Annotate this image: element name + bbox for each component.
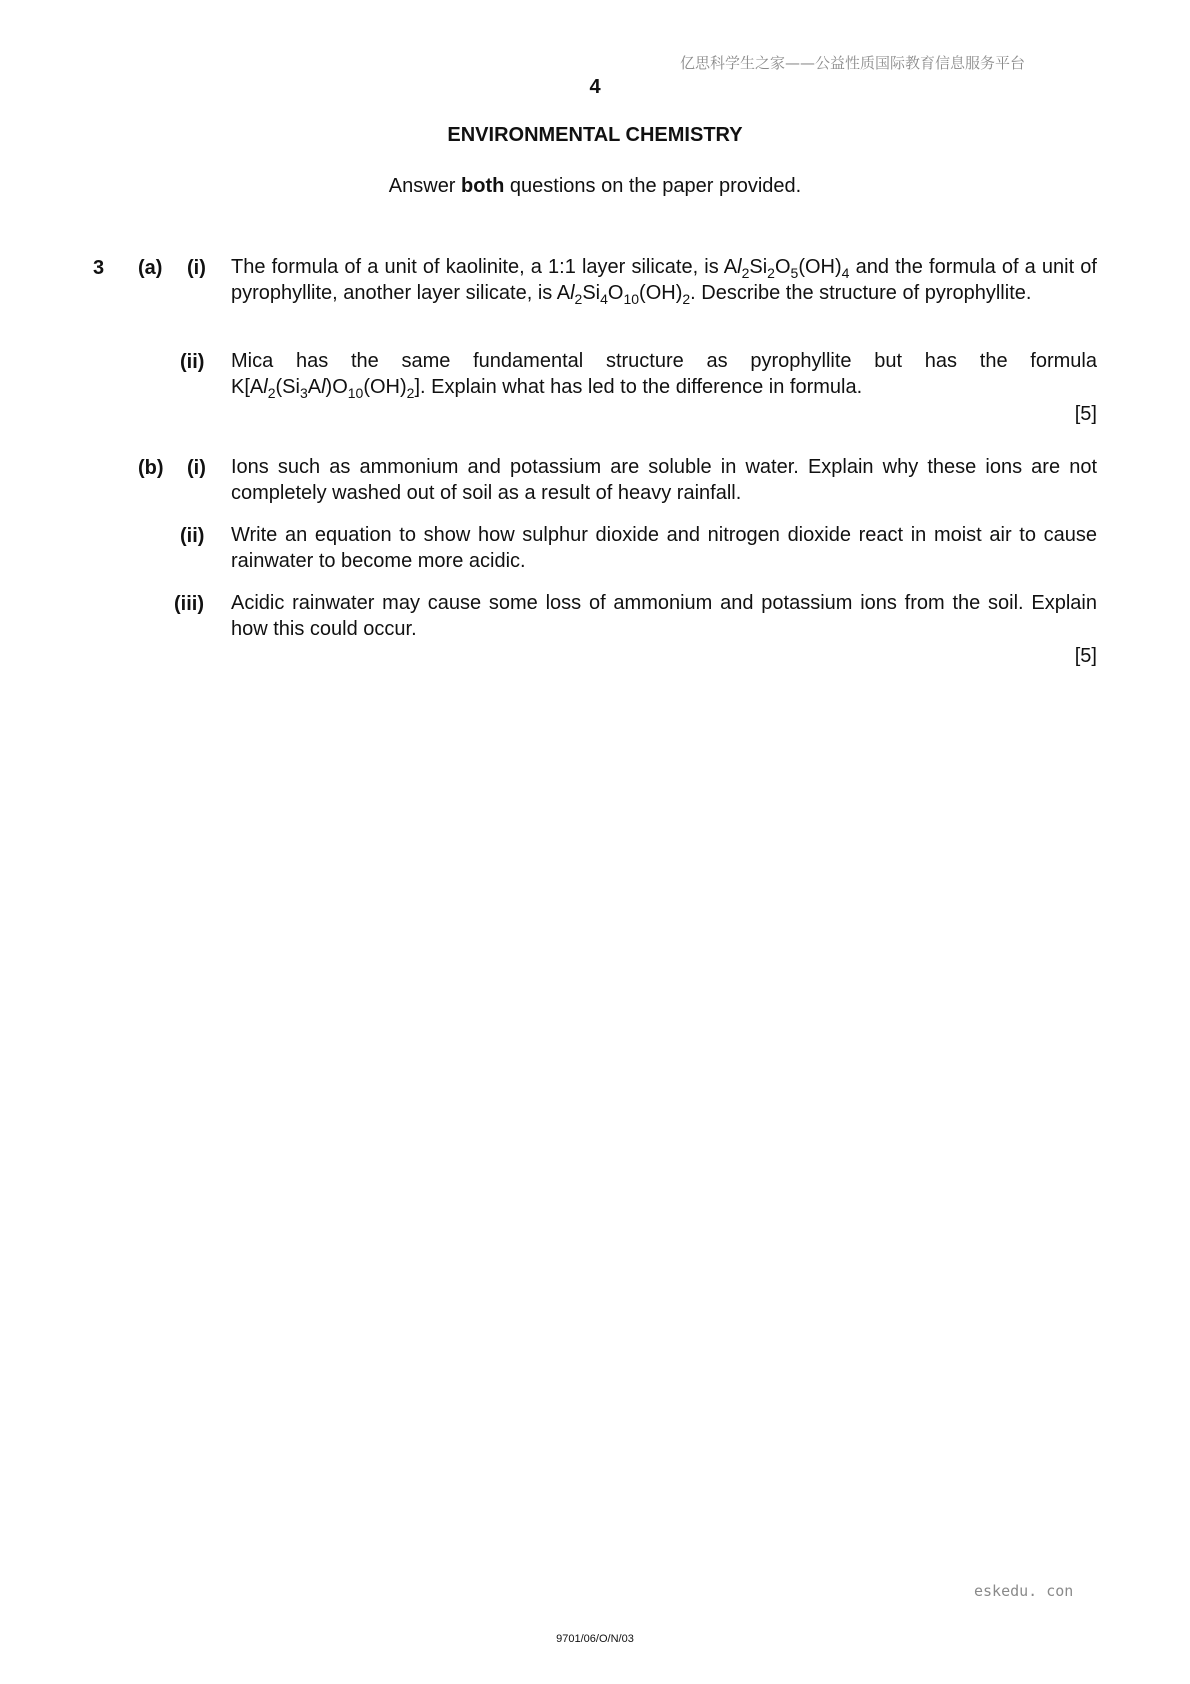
- part-b-ii-label: (ii): [180, 525, 205, 547]
- text-run: (OH): [363, 376, 407, 398]
- text-run: . Describe the structure of pyrophyllite.: [690, 282, 1032, 304]
- text-run: Si: [582, 282, 601, 304]
- subscript: 2: [741, 265, 750, 281]
- subscript: 2: [767, 265, 775, 281]
- subscript: 2: [574, 291, 583, 307]
- subscript: 4: [841, 265, 850, 281]
- part-b-ii-text: Write an equation to show how sulphur dioxide and nitrogen dioxide react in moist air to cause rainwater to become more acidic.: [231, 524, 1097, 572]
- part-b-i-label: (i): [187, 457, 206, 479]
- part-a-label: (a): [138, 257, 163, 279]
- text-run: ]. Explain what has led to the difference in formula.: [414, 376, 863, 398]
- subscript: 2: [682, 291, 691, 307]
- text-run: A: [307, 376, 322, 398]
- page-number: 4: [589, 76, 601, 98]
- instruction: [0, 175, 1190, 198]
- part-a-ii-label: (ii): [180, 351, 205, 373]
- text-run: Mica has the same fundamental structure as pyrophyllite but has the formula K[A: [231, 350, 1097, 398]
- part-a-i-text: [231, 254, 1097, 306]
- text-run: Si: [749, 256, 768, 278]
- text-run: O: [774, 256, 791, 278]
- subscript: 4: [600, 291, 608, 307]
- part-a-ii-text: [231, 348, 1097, 400]
- instruction-bold: both: [461, 175, 505, 197]
- subscript: 10: [623, 291, 640, 307]
- chem-element-l: l: [737, 256, 742, 278]
- part-a-i-label: (i): [187, 257, 206, 279]
- subscript: 3: [299, 385, 308, 401]
- subscript: 5: [790, 265, 799, 281]
- part-b-label: (b): [138, 457, 164, 479]
- footer-code: 9701/06/O/N/03: [556, 1633, 634, 1645]
- text-run: The formula of a unit of kaolinite, a 1:1 layer silicate, is A: [231, 256, 738, 278]
- chem-element-l: l: [263, 376, 268, 398]
- subscript: 10: [347, 385, 364, 401]
- text-run: (OH): [639, 282, 683, 304]
- instruction-pre: Answer: [388, 175, 462, 197]
- text-run: and the formula of a unit of pyrophyllite, another layer silicate, is A: [231, 256, 1097, 304]
- marks-a: [5]: [1074, 403, 1097, 425]
- watermark-bottom: eskedu. con: [974, 1582, 1074, 1600]
- chem-element-l: l: [321, 376, 326, 398]
- part-b-i-text: Ions such as ammonium and potassium are soluble in water. Explain why these ions are not completely washed out of soil as a result of heavy rainfall.: [231, 456, 1097, 504]
- text-run: O: [607, 282, 624, 304]
- text-run: (OH): [798, 256, 842, 278]
- text-run: (Si: [275, 376, 300, 398]
- question-number: 3: [93, 257, 105, 279]
- instruction-post: questions on the paper provided.: [504, 175, 802, 197]
- text-run: )O: [325, 376, 348, 398]
- watermark-top: 亿思科学生之家——公益性质国际教育信息服务平台: [680, 54, 1026, 72]
- subscript: 2: [406, 385, 415, 401]
- subscript: 2: [267, 385, 276, 401]
- marks-b: [5]: [1074, 645, 1097, 667]
- section-title: ENVIRONMENTAL CHEMISTRY: [447, 124, 743, 146]
- part-b-iii-label: (iii): [174, 593, 204, 615]
- part-b-iii-text: Acidic rainwater may cause some loss of ammonium and potassium ions from the soil. Explain how this could occur.: [231, 592, 1097, 640]
- chem-element-l: l: [570, 282, 575, 304]
